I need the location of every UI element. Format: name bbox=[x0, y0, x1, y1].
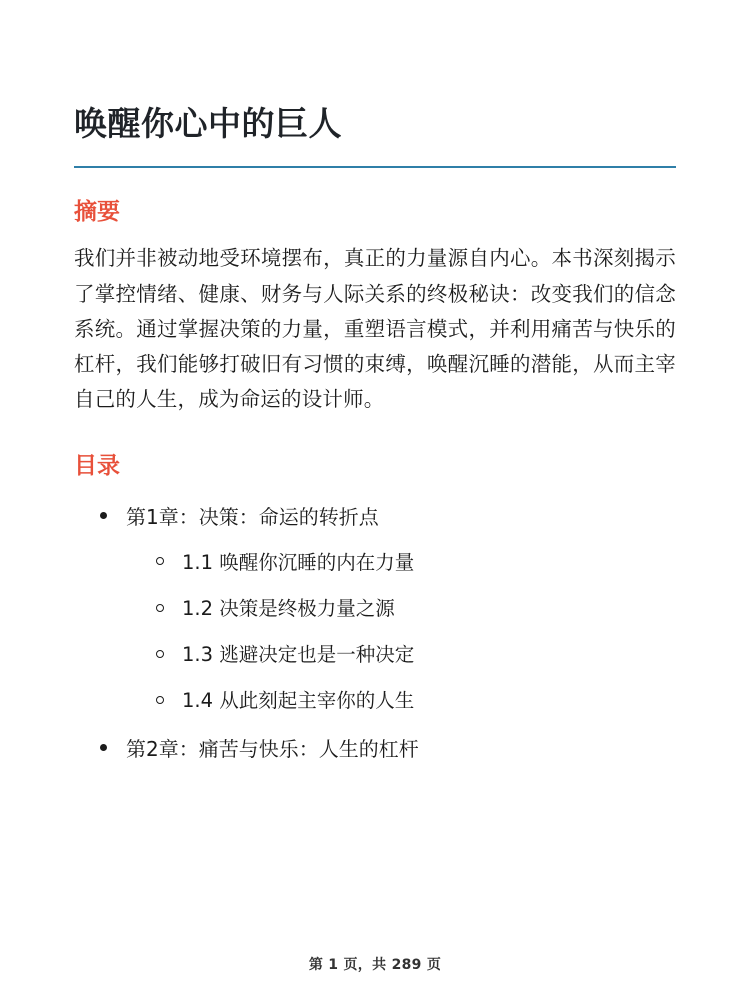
list-item[interactable] bbox=[156, 548, 676, 577]
bullet-icon bbox=[100, 744, 107, 751]
bullet-icon bbox=[100, 512, 107, 519]
title-divider bbox=[74, 166, 676, 168]
toc-section-label: 1.2 决策是终极力量之源 bbox=[182, 596, 395, 620]
toc-section-label: 1.4 从此刻起主宰你的人生 bbox=[182, 689, 415, 713]
list-item[interactable] bbox=[100, 502, 676, 716]
toc-heading: 目录 bbox=[74, 452, 120, 479]
toc-chapter-label: 第1章：决策：命运的转折点 bbox=[126, 504, 379, 529]
list-item[interactable] bbox=[156, 640, 676, 669]
bullet-hollow-icon bbox=[156, 604, 164, 612]
list-item[interactable] bbox=[156, 594, 676, 623]
bullet-hollow-icon bbox=[156, 696, 164, 704]
list-item[interactable] bbox=[156, 686, 676, 715]
page-title: 唤醒你心中的巨人 bbox=[74, 104, 342, 143]
abstract-text: 我们并非被动地受环境摆布，真正的力量源自内心。本书深刻揭示了掌控情绪、健康、财务与人际关系的终极秘诀：改变我们的信念系统。通过掌握决策的力量，重塑语言模式，并利用痛苦与快乐的杠杆，我们能够打破旧有习惯的束缚，唤醒沉睡的潜能，从而主宰自己的人生，成为命运的设计师。 bbox=[74, 246, 676, 412]
toc-section-label: 1.1 唤醒你沉睡的内在力量 bbox=[182, 550, 415, 574]
list-item[interactable] bbox=[100, 734, 676, 764]
bullet-hollow-icon bbox=[156, 650, 164, 658]
bullet-hollow-icon bbox=[156, 557, 164, 565]
toc-chapter-label: 第2章：痛苦与快乐：人生的杠杆 bbox=[126, 736, 419, 761]
toc-section-label: 1.3 逃避决定也是一种决定 bbox=[182, 643, 415, 667]
abstract-heading: 摘要 bbox=[74, 198, 120, 225]
toc-list bbox=[74, 502, 676, 764]
page-footer: 第 1 页，共 289 页 bbox=[308, 957, 442, 973]
toc-sublist bbox=[126, 548, 676, 716]
